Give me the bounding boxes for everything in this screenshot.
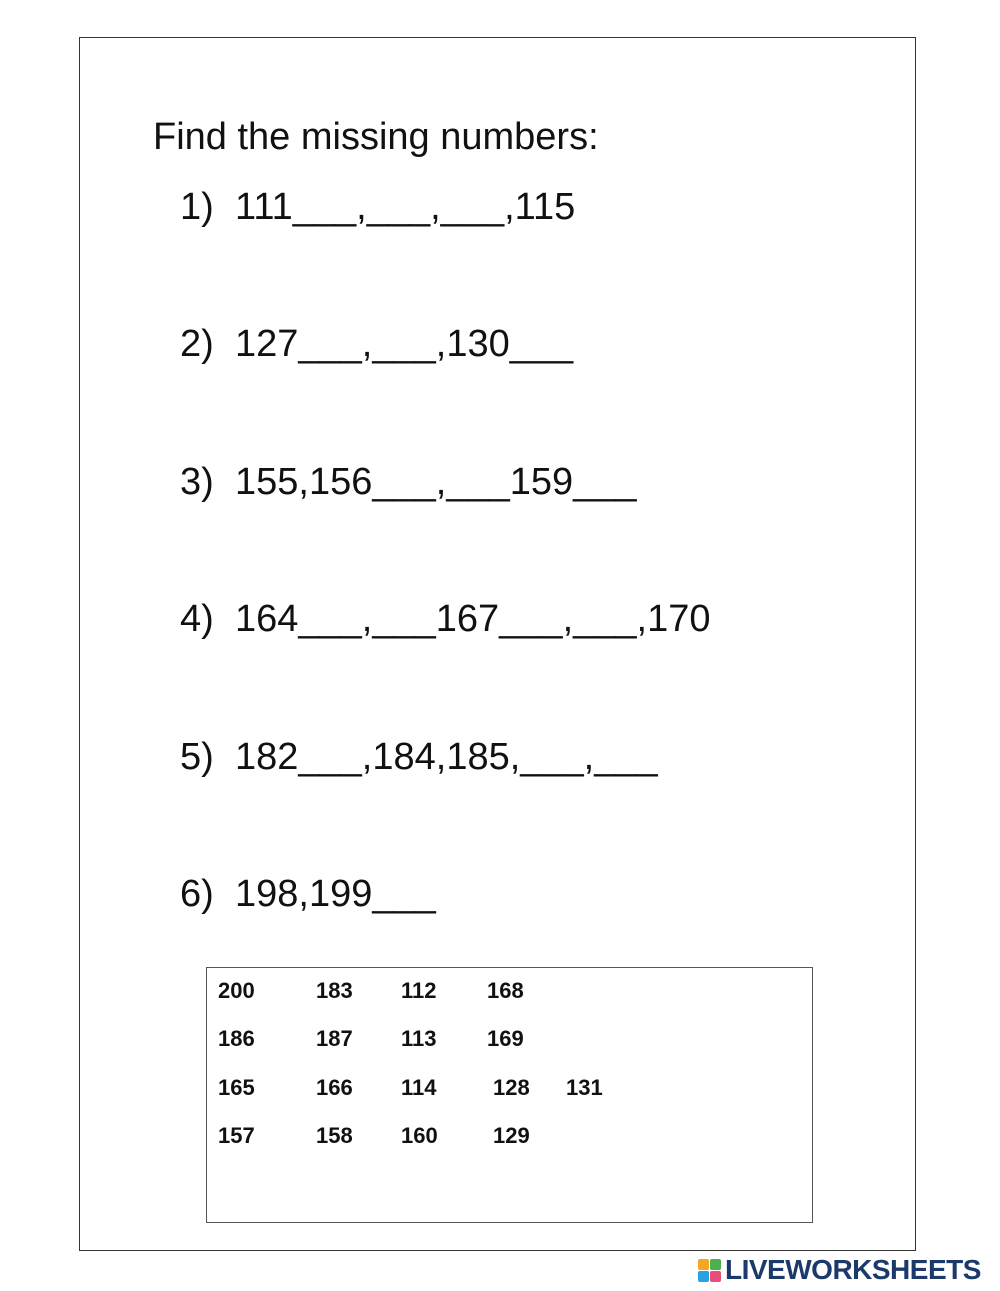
answer-bank-number: 129 bbox=[493, 1123, 530, 1148]
answer-bank-number: 183 bbox=[316, 978, 353, 1003]
question-number: 5) bbox=[180, 736, 214, 778]
answer-bank-number: 113 bbox=[401, 1026, 437, 1051]
question-text[interactable]: 127___,___,130___ bbox=[235, 323, 574, 365]
question-text[interactable]: 182___,184,185,___,___ bbox=[235, 736, 658, 778]
brand-name: LIVEWORKSHEETS bbox=[725, 1254, 981, 1285]
question-number: 6) bbox=[180, 873, 214, 915]
answer-bank-number: 157 bbox=[218, 1123, 255, 1148]
liveworksheets-logo bbox=[698, 1253, 981, 1287]
answer-bank-number: 169 bbox=[487, 1026, 524, 1051]
question-number: 4) bbox=[180, 598, 214, 640]
question-1 bbox=[180, 184, 575, 230]
question-4 bbox=[180, 596, 710, 642]
answer-bank-number: 187 bbox=[316, 1026, 353, 1051]
question-number: 3) bbox=[180, 461, 214, 503]
logo-tile-blue bbox=[698, 1271, 709, 1282]
answer-bank-number: 186 bbox=[218, 1026, 255, 1051]
brand-logo-icon bbox=[698, 1259, 721, 1282]
answer-bank-number: 128 bbox=[493, 1075, 530, 1100]
answer-bank-number: 112 bbox=[401, 978, 437, 1003]
answer-bank-number: 158 bbox=[316, 1123, 353, 1148]
answer-bank-number: 131 bbox=[566, 1075, 603, 1100]
question-text[interactable]: 198,199___ bbox=[235, 873, 436, 915]
answer-bank-number: 168 bbox=[487, 978, 524, 1003]
answer-bank-number: 165 bbox=[218, 1075, 255, 1100]
answer-bank-number: 114 bbox=[401, 1075, 437, 1100]
answer-bank-number: 160 bbox=[401, 1123, 438, 1148]
question-5 bbox=[180, 734, 658, 780]
answer-bank-number: 166 bbox=[316, 1075, 353, 1100]
question-6 bbox=[180, 871, 436, 917]
logo-tile-green bbox=[710, 1259, 721, 1270]
question-text[interactable]: 111___,___,___,115 bbox=[235, 186, 576, 228]
question-text[interactable]: 155,156___,___159___ bbox=[235, 461, 637, 503]
question-text[interactable]: 164___,___167___,___,170 bbox=[235, 598, 711, 640]
question-2 bbox=[180, 321, 573, 367]
worksheet-title: Find the missing numbers: bbox=[153, 116, 599, 158]
question-number: 2) bbox=[180, 323, 214, 365]
logo-tile-orange bbox=[698, 1259, 709, 1270]
question-3 bbox=[180, 459, 637, 505]
question-number: 1) bbox=[180, 186, 214, 228]
answer-bank-number: 200 bbox=[218, 978, 255, 1003]
logo-tile-pink bbox=[710, 1271, 721, 1282]
